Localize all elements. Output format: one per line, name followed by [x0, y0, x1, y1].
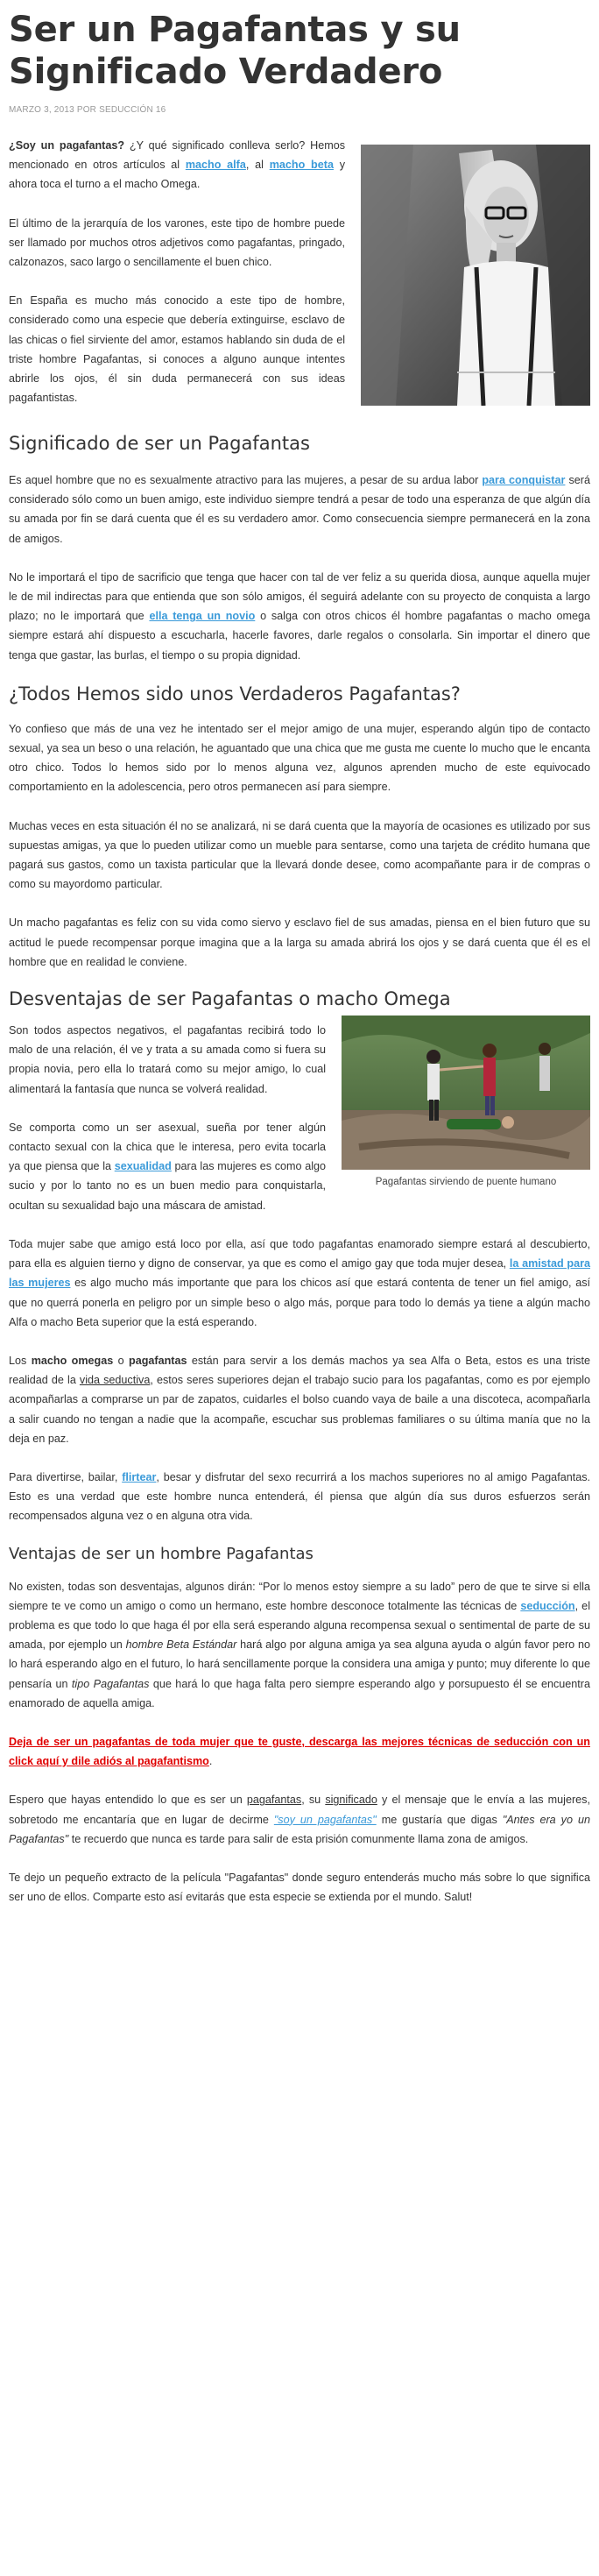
desventajas-paragraph-5: Para divertirse, bailar, flirtear, besar y disfrutar del sexo recurrirá a los machos superiores no al amigo Pagafantas. Esto es una verdad que este hombre nunca entenderá, él piensa que algún día sus duros esfuerzos serán recompensados alguna vez o en alguna otra vida. [9, 1470, 590, 1523]
significado-paragraph-1: Es aquel hombre que no es sexualmente atractivo para las mujeres, a pesar de su ardua labor para conquistar será considerado sólo como un buen amigo, este individuo siempre tendrá a pesar de todo una esperanza de que algún día su amada por fin se dará cuenta que él es su verdadero amor. Como consecuencia siempre permanecerá en la zona de amigos. [9, 474, 590, 545]
todos-paragraph-1: Yo confieso que más de una vez he intentado ser el mejor amigo de una mujer, esperando algún tipo de contacto sexual, ya sea un beso o una relación, he aguantado que una chica que me gusta me cuente lo mucho que le encanta otro chico. Todos lo hemos sido por lo menos alguna vez, algunos aprenden mucho de este equivocado comportamiento en la adolescencia, pero otros permanecen así para siempre. [9, 722, 590, 794]
ventajas-paragraph-2: Espero que hayas entendido lo que es ser un pagafantas, su significado y el mensaje que le envía a las mujeres, sobretodo me encantaría que en lugar de decirme "soy un pagafantas" me gustaría que digas "Antes era yo un Pagafantas" te recuerdo que nunca es tarde para salir de esta prisión comunmente llama zona de amigos. [9, 1794, 590, 1845]
photo-caption: Pagafantas sirviendo de puente humano [375, 1177, 557, 1188]
desventajas-paragraph-1: Son todos aspectos negativos, el pagafantas recibirá todo lo malo de una relación, él ve y trata a su amada como si fuera su propia novia, pero ella lo tratará como su mejor amigo, lo cual alimentará la fantasía que nunca se volverá realidad. [9, 1024, 326, 1095]
todos-section [9, 683, 590, 972]
woman-portrait-photo [361, 145, 590, 406]
desventajas-heading: Desventajas de ser Pagafantas o macho Omega [9, 988, 451, 1010]
flirtear-link[interactable]: flirtear [122, 1470, 157, 1483]
para-conquistar-link[interactable]: para conquistar [482, 474, 566, 486]
intro-paragraph-3: En España es mucho más conocido a este tipo de hombre, considerado como una especie que debería extinguirse, esclavo de las chicas o fiel sirviente del amor, estamos hablando sin duda de el triste hombre Pagafantas, si conoces a alguno aunque intentes abrirle los ojos, él sin duda permanecerá con sus ideas pagafantistas. [9, 294, 345, 405]
todos-paragraph-3: Un macho pagafantas es feliz con su vida como siervo y esclavo fiel de sus amadas, piensa en el bien futuro que su actitud le puede recompensar porque imagina que a la larga su amada abrirá los ojos y se dará cuenta que él es el hombre que en realidad le conviene. [9, 916, 590, 968]
ventajas-heading: Ventajas de ser un hombre Pagafantas [9, 1544, 314, 1563]
significado-section [9, 432, 590, 665]
soy-un-pagafantas-link[interactable]: "soy un pagafantas" [273, 1813, 377, 1826]
desventajas-paragraph-3: Toda mujer sabe que amigo está loco por ella, así que todo pagafantas enamorado siempre estará al descubierto, para ella es alguien tierno y digno de conservar, ya que es como el amigo gay que toda mujer desea, la amistad para las mujeres es algo mucho más importante que para los chicos así que estará contenta de tener un fiel amigo, así que no querrá ponerla en peligro por un simple beso o algo más, porque para todo lo demás ya tiene a algún macho Alfa o macho Beta superior que la está esperando. [9, 1237, 591, 1328]
intro-section [9, 136, 590, 414]
human-bridge-photo [342, 1016, 590, 1170]
la-amistad-link[interactable]: la amistad para las mujeres [9, 1257, 591, 1290]
sexualidad-link[interactable]: sexualidad [114, 1160, 172, 1173]
seduccion-link[interactable]: seducción [520, 1599, 575, 1612]
ventajas-paragraph-1: No existen, todas son desventajas, algunos dirán: “Por lo menos estoy siempre a su lado” pero de que te sirve si ella siempre te ve como un amigo o como un hermano, este hombre desconoce totalmente las técnicas de seducción, el problema es que todo lo que haga él por ella será esperando alguna recompensa sexual o sentimental de parte de su amada, por ejemplo un hombre Beta Estándar hará algo por alguna amiga ya sea alguna ayuda o algún favor pero no lo hará esperando algo en el futuro, lo hará sencillamente porque la considera una amiga y punto; muy diferente lo que pensaría un tipo Pagafantas que hará lo que haga falta pero siempre esperando algo y porsupuesto él se encuentra enamorado de aquella amiga. [9, 1580, 590, 1709]
desventajas-section [9, 987, 590, 1525]
macho-alfa-link[interactable]: macho alfa [185, 159, 246, 172]
human-bridge-figure [342, 1016, 590, 1187]
ventajas-paragraph-3: Te dejo un pequeño extracto de la película "Pagafantas" donde seguro entenderás mucho más sobre lo que significa ser uno de ellos. Comparte esto así evitarás que esta especie se extienda por el mundo. Salut! [9, 1871, 590, 1904]
todos-heading: ¿Todos Hemos sido unos Verdaderos Pagafantas? [9, 683, 461, 704]
desventajas-paragraph-4: Los macho omegas o pagafantas están para servir a los demás machos ya sea Alfa o Beta, estos es una triste realidad de la vida seductiva, estos seres superiores dejan el trabajo sucio para los pagafantas, como es por ejemplo acompañarlas a comprarse un par de zapatos, cuidarles el bolso cuando vaya de baile a una discoteca, acompañarla a salir cuando no tengan a nadie que la acompañe, escuchar sus problemas familiares o su última manía que no la deja en paz. [9, 1354, 590, 1445]
ella-tenga-un-novio-link[interactable]: ella tenga un novio [149, 610, 256, 623]
significado-link[interactable]: significado [325, 1794, 377, 1807]
post-title: Ser un Pagafantas y su Significado Verdadero [9, 10, 461, 92]
cta-download-link[interactable]: Deja de ser un pagafantas de toda mujer que te guste, descarga las mejores técnicas de seducción con un click aquí y dile adiós al pagafantismo [9, 1735, 590, 1768]
intro-paragraph-2: El último de la jerarquía de los varones, este tipo de hombre puede ser llamado por muchos otros adjetivos como pagafantas, pringado, calzonazos, saco largo o sencillamente el buen chico. [9, 216, 345, 269]
significado-heading: Significado de ser un Pagafantas [9, 433, 310, 454]
desventajas-paragraph-2: Se comporta como un ser asexual, sueña por tener algún contacto sexual con la chica que le interesa, pero evita tocarla ya que piensa que la sexualidad para las mujeres es como algo sucio y por lo tanto no es un buen medio para conquistarla, ocultan su sexualidad bajo una máscara de amistad. [9, 1121, 327, 1212]
post-meta: MARZO 3, 2013 POR SEDUCCIÓN 16 [9, 105, 166, 115]
vida-seductiva-link[interactable]: vida seductiva [79, 1374, 151, 1387]
pagafantas-link[interactable]: pagafantas [246, 1794, 302, 1807]
intro-paragraph-1: ¿Soy un pagafantas? ¿Y qué significado conlleva serlo? Hemos mencionado en otros artículos al macho alfa, al macho beta y ahora toca el turno a el macho Omega. [9, 139, 346, 191]
todos-paragraph-2: Muchas veces en esta situación él no se analizará, ni se dará cuenta que la mayoría de ocasiones es utilizado por sus supuestas amigas, ya que lo pueden utilizar como un mueble para sentarse, como una tarjeta de crédito humana que pagará sus gastos, como un taxista particular que la llevará donde desee, como acompañante para ir de compras o como su mayordomo particular. [9, 819, 590, 891]
significado-paragraph-2: No le importará el tipo de sacrificio que tenga que hacer con tal de ver feliz a su querida diosa, aunque aquella mujer le de mil indirectas para que entienda que son sólo amigos, él seguirá adelante con su proyecto de conquista a largo plazo; no le importará que ella tenga un novio o salga con otros chicos él hombre pagafantas o macho omega siempre estará ahí dispuesto a escucharla, hacerle favores, darle regalos o consolarla. Sin importar el dinero que tenga que gastar, las burlas, el tiempo o su propia dignidad. [9, 570, 590, 662]
macho-beta-link[interactable]: macho beta [269, 159, 334, 172]
cta-paragraph: Deja de ser un pagafantas de toda mujer que te guste, descarga las mejores técnicas de seducción con un click aquí y dile adiós al pagafantismo. [9, 1735, 590, 1768]
ventajas-section [9, 1544, 590, 1907]
